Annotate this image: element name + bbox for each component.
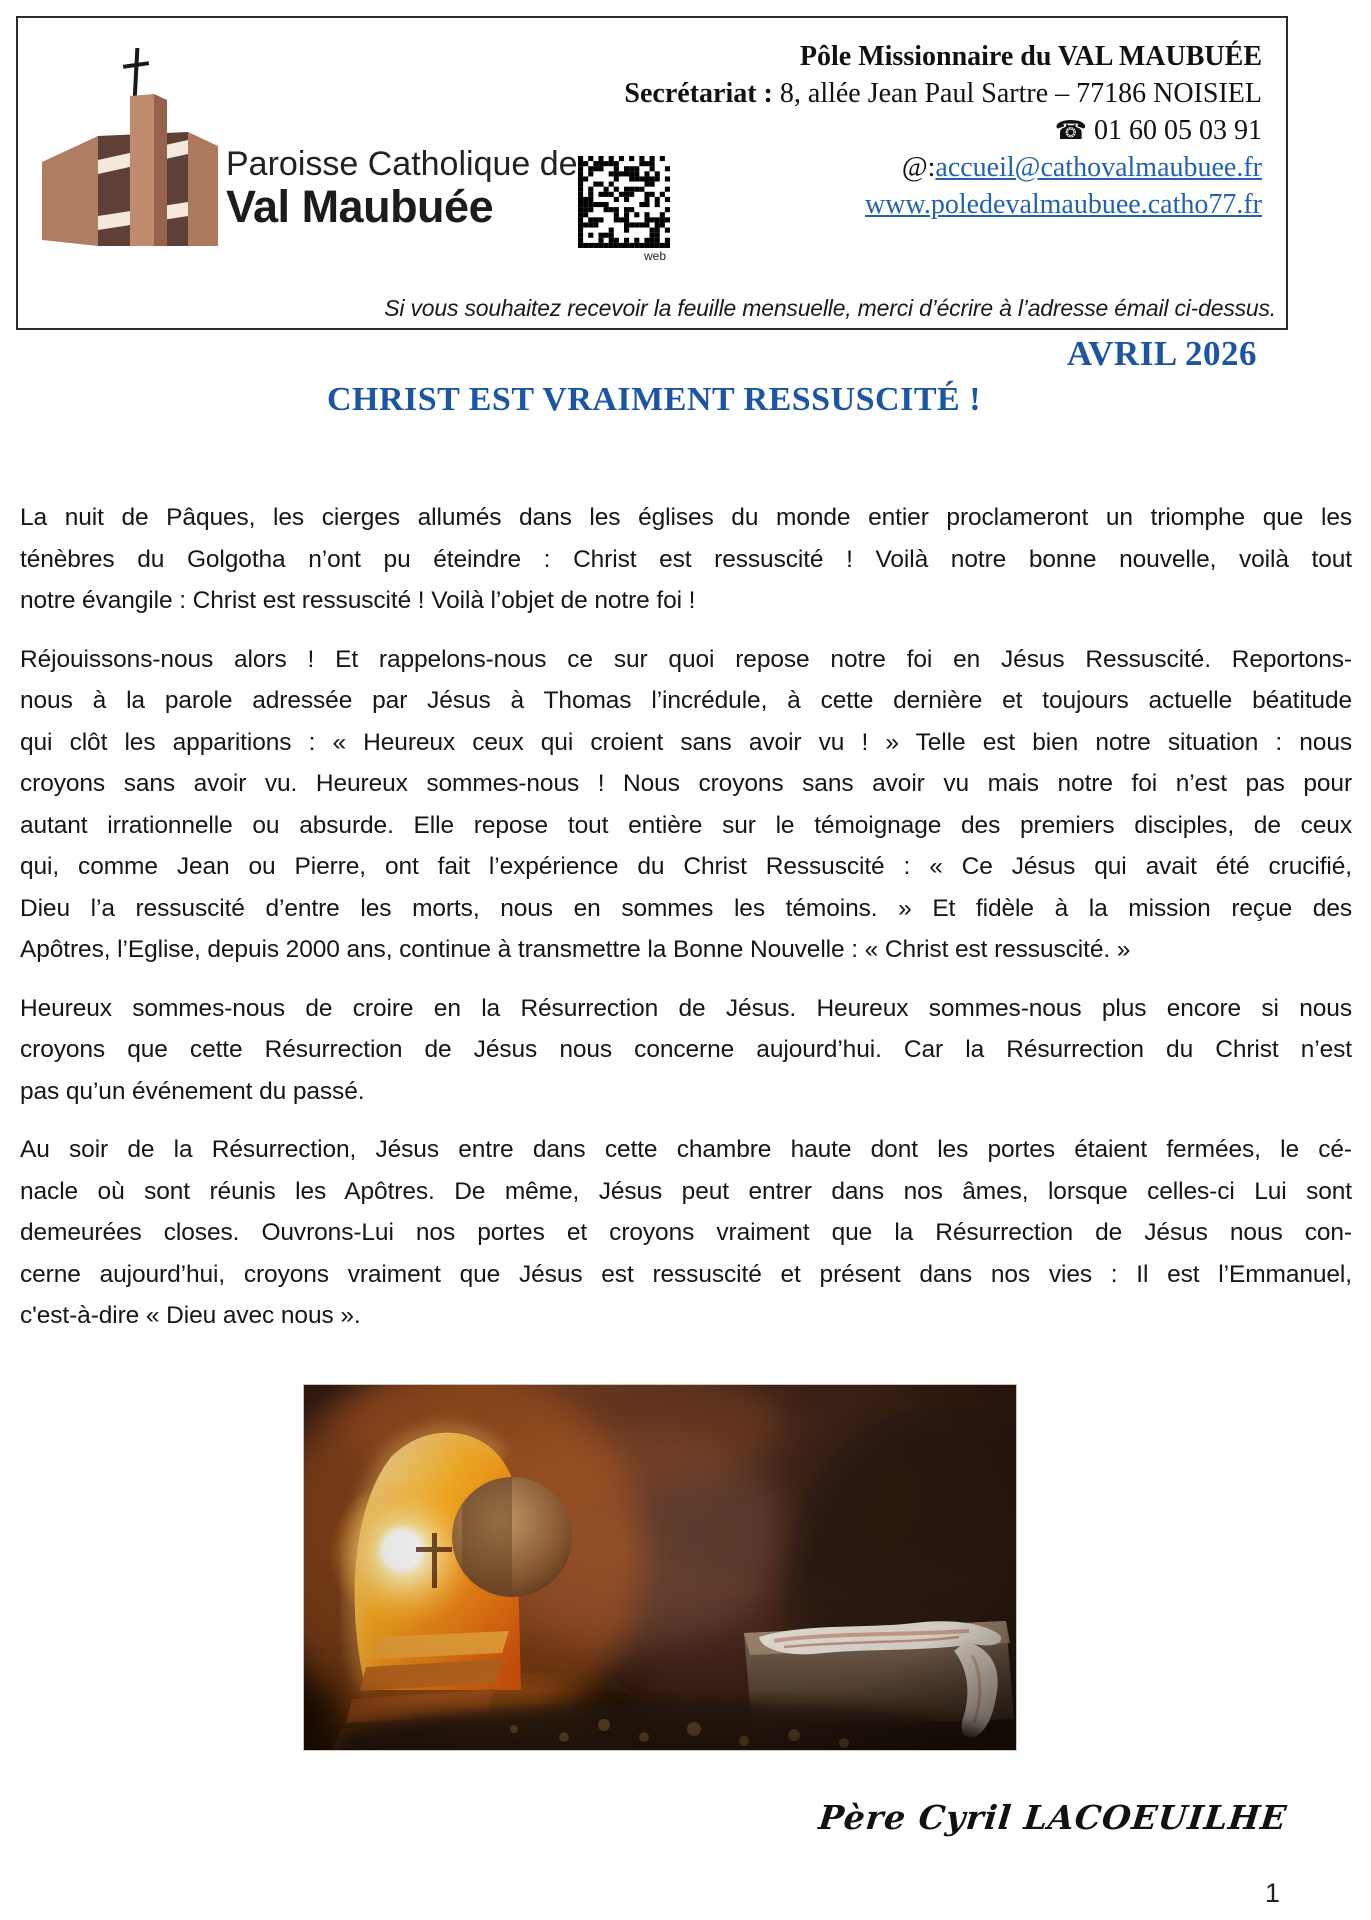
paragraph-line: nacle où sont réunis les Apôtres. De même, Jésus peut entrer dans nos âmes, lorsque celles-ci Lui sont [20, 1177, 1352, 1205]
email-link[interactable]: accueil@cathovalmaubuee.fr [935, 152, 1262, 183]
paragraph-line: qui clôt les apparitions : « Heureux ceux qui croient sans avoir vu ! » Telle est bien notre situation : nous [20, 728, 1352, 756]
paragraph-line: croyons que cette Résurrection de Jésus nous concerne aujourd’hui. Car la Résurrection du Christ n’est [20, 1036, 1352, 1063]
body-paragraphs [20, 497, 1352, 1354]
secretariat-label: Secrétariat : [624, 78, 773, 109]
page-title: CHRIST EST VRAIMENT RESSUSCITÉ ! [326, 381, 982, 418]
empty-tomb-image [304, 1385, 1016, 1750]
phone-line [624, 112, 1262, 149]
header-box [16, 16, 1288, 330]
paragraph [20, 988, 1352, 1113]
pole-title [624, 38, 1262, 75]
paragraph-line: Apôtres, l’Eglise, depuis 2000 ans, continue à transmettre la Bonne Nouvelle : « Christ est ressuscité. » [20, 936, 1131, 963]
paragraph-line: Heureux sommes-nous de croire en la Résurrection de Jésus. Heureux sommes-nous plus encore si nous [20, 994, 1352, 1022]
phone-number: 01 60 05 03 91 [1087, 115, 1262, 146]
paragraph [20, 639, 1352, 971]
page-number: 1 [1264, 1878, 1280, 1908]
paragraph-line: demeurées closes. Ouvrons-Lui nos portes et croyons vraiment que la Résurrection de Jésus nous con- [20, 1219, 1352, 1246]
issue-month: AVRIL 2026 [1066, 334, 1257, 373]
paragraph-line: croyons sans avoir vu. Heureux sommes-nous ! Nous croyons sans avoir vu mais notre foi n’est pas pour [20, 770, 1352, 797]
website-link[interactable]: www.poledevalmaubuee.catho77.fr [864, 189, 1262, 220]
parish-name-line2: Val Maubuée [226, 180, 494, 232]
paragraph-line: pas qu’un événement du passé. [20, 1077, 365, 1105]
paragraph-line: ténèbres du Golgotha n’ont pu éteindre : Christ est ressuscité ! Voilà notre bonne nouvelle, voilà tout [20, 545, 1352, 573]
subscribe-note: Si vous souhaitez recevoir la feuille mensuelle, merci d’écrire à l’adresse émail ci-dessus. [384, 295, 1276, 321]
paragraph-line: cerne aujourd’hui, croyons vraiment que Jésus est ressuscité et présent dans nos vies : Il est l’Emmanuel, [20, 1260, 1352, 1288]
email-line [624, 149, 1262, 186]
church-icon [36, 44, 222, 250]
secretariat-line [624, 75, 1262, 112]
paragraph-line: notre évangile : Christ est ressuscité ! Voilà l’objet de notre foi ! [20, 587, 696, 614]
parish-name-line1: Paroisse Catholique de [226, 145, 578, 183]
pole-title-text: Pôle Missionnaire du VAL MAUBUÉE [799, 41, 1262, 72]
parish-name [226, 146, 578, 231]
paragraph-line: autant irrationnelle ou absurde. Elle repose tout entière sur le témoignage des premiers disciples, de ceux [20, 811, 1352, 839]
contact-block [624, 38, 1262, 223]
paragraph-line: c'est-à-dire « Dieu avec nous ». [20, 1302, 361, 1329]
paragraph-line: La nuit de Pâques, les cierges allumés dans les églises du monde entier proclameront un triomphe que les [20, 504, 1352, 531]
paragraph-line: nous à la parole adressée par Jésus à Thomas l’incrédule, à cette dernière et toujours actuelle béatitude [20, 687, 1352, 714]
paragraph-line: Réjouissons-nous alors ! Et rappelons-nous ce sur quoi repose notre foi en Jésus Ressuscité. Reportons- [20, 645, 1352, 673]
at-prefix: @: [901, 152, 936, 183]
paragraph-line: qui, comme Jean ou Pierre, ont fait l’expérience du Christ Ressuscité : « Ce Jésus qui avait été crucifié, [20, 853, 1352, 880]
paragraph [20, 1129, 1352, 1337]
author-signature: Père Cyril LACOEUILHE [817, 1798, 1290, 1837]
phone-icon: ☎ [1054, 116, 1087, 145]
qr-label: web [643, 249, 666, 263]
paragraph-line: Au soir de la Résurrection, Jésus entre dans cette chambre haute dont les portes étaient fermées, le cé- [20, 1136, 1352, 1163]
paragraph [20, 497, 1352, 622]
empty-tomb-illustration [304, 1385, 1016, 1750]
paragraph-line: Dieu l’a ressuscité d’entre les morts, nous en sommes les témoins. » Et fidèle à la mission reçue des [20, 894, 1352, 922]
secretariat-value: 8, allée Jean Paul Sartre – 77186 NOISIEL [772, 78, 1262, 109]
parish-logo [36, 44, 222, 255]
website-line [624, 186, 1262, 223]
